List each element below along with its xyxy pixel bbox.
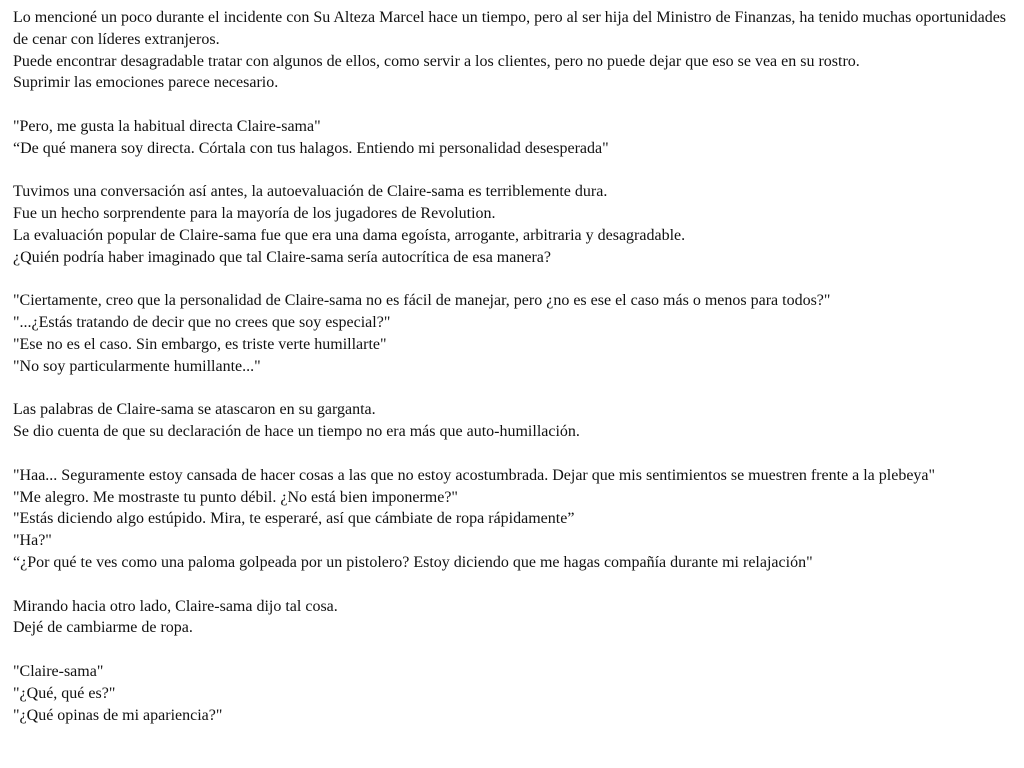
text-line: "Estás diciendo algo estúpido. Mira, te esperaré, así que cámbiate de ropa rápidamente” bbox=[13, 510, 575, 528]
text-line: Fue un hecho sorprendente para la mayoría de los jugadores de Revolution. bbox=[13, 205, 496, 223]
text-line: Mirando hacia otro lado, Claire-sama dijo tal cosa. bbox=[13, 597, 338, 615]
text-line: La evaluación popular de Claire-sama fue que era una dama egoísta, arrogante, arbitraria y desagradable. bbox=[13, 226, 686, 244]
text-line: Las palabras de Claire-sama se atascaron en su garganta. bbox=[13, 401, 376, 419]
text-line: "Pero, me gusta la habitual directa Claire-sama" bbox=[13, 117, 321, 135]
text-line: "¿Qué, qué es?" bbox=[13, 684, 116, 702]
paragraph bbox=[13, 290, 1008, 377]
text-line: Dejé de cambiarme de ropa. bbox=[13, 619, 193, 637]
paragraph bbox=[13, 596, 1008, 640]
text-line: Tuvimos una conversación así antes, la autoevaluación de Claire-sama es terriblemente dura. bbox=[13, 183, 608, 201]
text-line: “¿Por qué te ves como una paloma golpeada por un pistolero? Estoy diciendo que me hagas compañía durante mi relajación" bbox=[13, 553, 813, 571]
text-line: "...¿Estás tratando de decir que no crees que soy especial?" bbox=[13, 314, 391, 332]
text-line: Puede encontrar desagradable tratar con algunos de ellos, como servir a los clientes, pero no puede dejar que eso se vea en su rostro. bbox=[13, 52, 860, 70]
paragraph bbox=[13, 465, 1008, 574]
text-line: "Me alegro. Me mostraste tu punto débil. ¿No está bien imponerme?" bbox=[13, 488, 458, 506]
text-line: "Ciertamente, creo que la personalidad de Claire-sama no es fácil de manejar, pero ¿no es ese el caso más o menos para todos?" bbox=[13, 292, 831, 310]
text-line: Suprimir las emociones parece necesario. bbox=[13, 74, 279, 92]
text-line: "Ese no es el caso. Sin embargo, es triste verte humillarte" bbox=[13, 335, 387, 353]
paragraph bbox=[13, 7, 1008, 94]
text-line: Lo mencioné un poco durante el incidente con Su Alteza Marcel hace un tiempo, pero al ser hija del Ministro de Finanzas, ha tenido muchas oportunidades de cenar con líderes extranjeros. bbox=[13, 9, 1007, 48]
text-line: "¿Qué opinas de mi apariencia?" bbox=[13, 706, 223, 724]
text-line: "No soy particularmente humillante..." bbox=[13, 357, 261, 375]
text-line: Se dio cuenta de que su declaración de hace un tiempo no era más que auto-humillación. bbox=[13, 423, 580, 441]
document-body bbox=[13, 7, 1008, 726]
paragraph bbox=[13, 661, 1008, 726]
paragraph bbox=[13, 116, 1008, 160]
text-line: "Ha?" bbox=[13, 532, 52, 550]
text-line: “De qué manera soy directa. Córtala con tus halagos. Entiendo mi personalidad desesperada" bbox=[13, 139, 609, 157]
text-line: "Haa... Seguramente estoy cansada de hacer cosas a las que no estoy acostumbrada. Dejar que mis sentimientos se muestren frente a la plebeya" bbox=[13, 466, 936, 484]
paragraph bbox=[13, 399, 1008, 443]
text-line: ¿Quién podría haber imaginado que tal Claire-sama sería autocrítica de esa manera? bbox=[13, 248, 551, 266]
paragraph bbox=[13, 181, 1008, 268]
text-line: "Claire-sama" bbox=[13, 662, 104, 680]
